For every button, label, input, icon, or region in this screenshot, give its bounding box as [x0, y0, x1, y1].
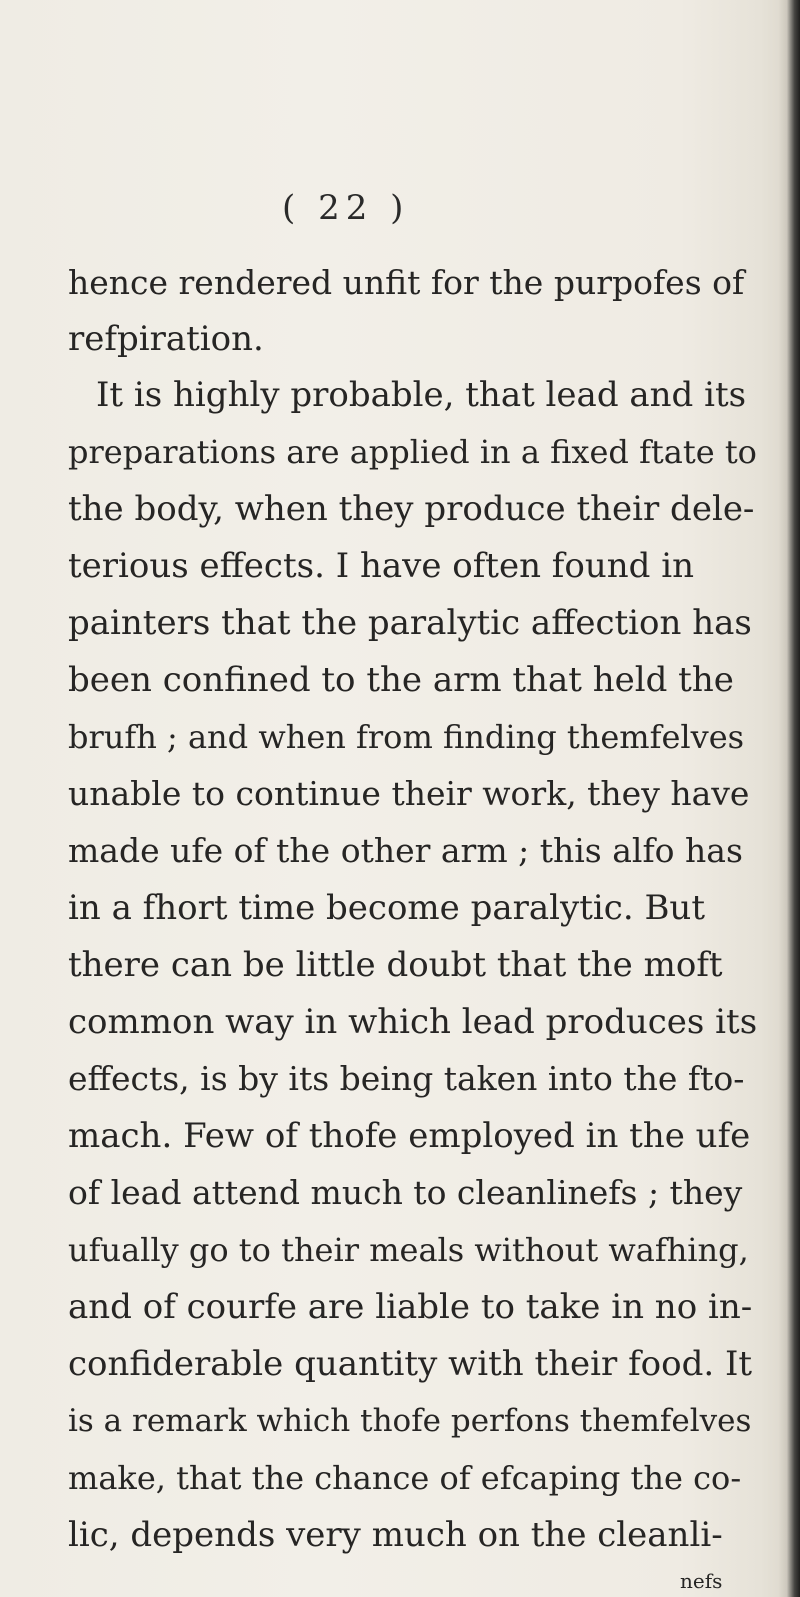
text-line: hence rendered unfit for the purpofes of: [68, 263, 745, 302]
text-line: brufh ; and when from finding themfelves: [68, 718, 745, 756]
text-line: there can be little doubt that the moft: [68, 945, 723, 985]
page-edge-shadow: [778, 0, 800, 1597]
text-line: mach. Few of thofe employed in the ufe: [68, 1116, 751, 1156]
text-line: ufually go to their meals without wafhing,: [68, 1231, 749, 1269]
page-number: ( 22 ): [282, 188, 410, 228]
text-line: in a fhort time become paralytic. But: [68, 888, 705, 928]
text-line: make, that the chance of efcaping the co-: [68, 1459, 742, 1497]
text-line: refpiration.: [68, 319, 264, 359]
text-line: terious effects. I have often found in: [68, 546, 694, 586]
text-line: unable to continue their work, they have: [68, 774, 750, 813]
text-line: painters that the paralytic affection has: [68, 603, 752, 643]
text-line: preparations are applied in a fixed ftate to: [68, 433, 757, 471]
text-line: of lead attend much to cleanlinefs ; they: [68, 1173, 743, 1212]
text-line: effects, is by its being taken into the fto-: [68, 1059, 745, 1098]
text-line: It is highly probable, that lead and its: [96, 375, 747, 415]
text-line: made ufe of the other arm ; this alfo has: [68, 831, 743, 870]
text-line: lic, depends very much on the cleanli-: [68, 1515, 723, 1555]
catchword: nefs: [680, 1569, 723, 1593]
text-line: the body, when they produce their dele-: [68, 489, 755, 529]
text-line: been confined to the arm that held the: [68, 660, 734, 700]
text-line: common way in which lead produces its: [68, 1002, 758, 1042]
text-line: is a remark which thofe perfons themfelves: [68, 1403, 752, 1439]
text-line: and of courfe are liable to take in no in-: [68, 1287, 753, 1327]
text-line: confiderable quantity with their food. It: [68, 1344, 753, 1384]
